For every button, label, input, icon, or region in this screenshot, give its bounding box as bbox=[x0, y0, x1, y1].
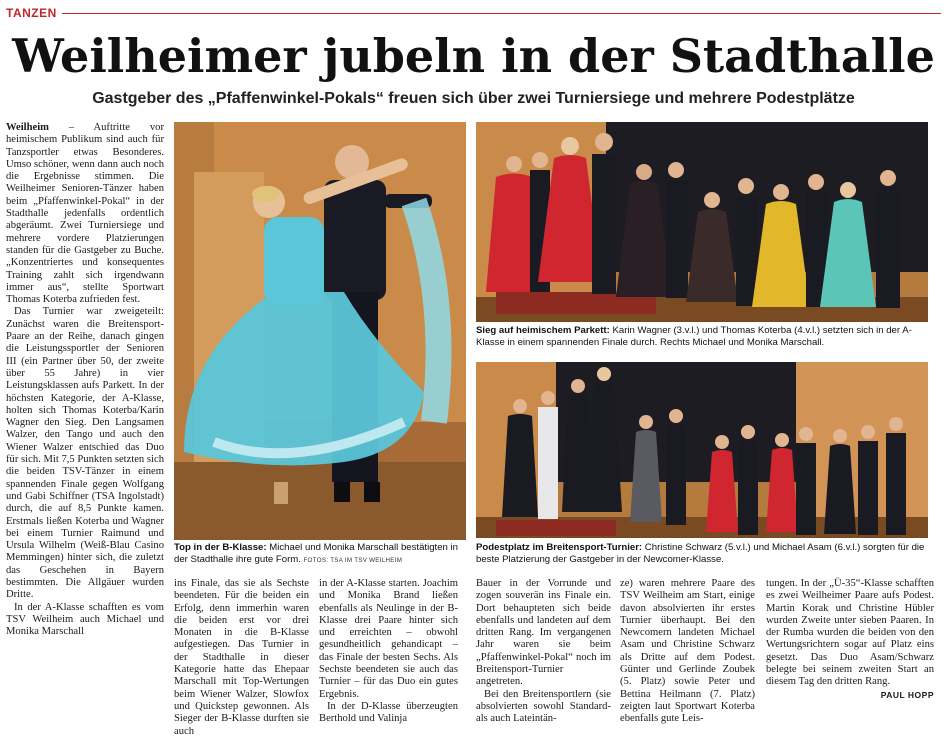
dateline: Weilheim bbox=[6, 122, 49, 133]
paragraph: In der D-Klasse überzeugten Berthold und Valinja bbox=[319, 700, 458, 725]
photo-a-class-finalists bbox=[476, 122, 928, 322]
paragraph: Bauer in der Vorrunde und zogen souverän ins Finale ein. Dort behaupteten sich beide ebenfalls und landeten auf dem dritten Rang. Im vergangenen Jahr waren sie beim „Pfaffenwinkel-Pokal“ noch im Breitensport-Turnier angetreten. bbox=[476, 578, 611, 688]
caption-title: Sieg auf heimischem Parkett: bbox=[476, 325, 610, 336]
caption-main-photo bbox=[174, 542, 468, 567]
paragraph: Das Turnier war zweigeteilt: Zunächst waren die Breitensport-Paare an der Reihe, danach gingen die Leistungssportler der Senioren III (ein Partner über 50, der zweite über 55 Jahre) in vier Leistungsklassen aufs Parkett. In der höchsten Kategorie, der A-Klasse, holten sich Thomas Koterba/Karin Wagner den Sieg. Den Langsamen Walzer, den Tango und auch den Wiener Walzer entschied das Duo für sich. Mit 7,5 Punkten setzten sich die beiden TSV-Tänzer in einem spannenden Finale gegen Wolfgang und Gabi Schiffner (TSA Ingolstadt) durch, die auf 8,5 Punkte kamen. Erstmals ließen Koterba und Wagner bei einem Turnier Raimund und Ursula Wilhelm (Weiß-Blau Casino Memmingen) hinter sich, die zuletzt das Geschehen in Bayern bestimmten. Die Allgäuer wurden Dritte. bbox=[6, 306, 164, 601]
paragraph: ze) waren mehrere Paare des TSV Weilheim am Start, einige davon absolvierten ihr erstes Turnier überhaupt. Bei den Newcomern landeten Michael Asam und Christine Schwarz als Dritte auf dem Podest. Günter und Gerlinde Zoubek (5. Platz) sowie Peter und Bettina Heilmann (7. Platz) zeigten laut Sportwart Koterba ebenfalls gute Leis- bbox=[620, 578, 755, 725]
photo-dancing-couple bbox=[174, 122, 466, 540]
author-byline: PAUL HOPP bbox=[880, 689, 934, 700]
paragraph: tungen. In der „Ü-35“-Klasse schafften es zwei Weilheimer Paare aufs Podest. Martin Korak und Christine Hübler wurden Zweite unter sieben Paaren. In der Rumba wurden die beiden von den Wertungsrichtern sogar auf Platz eins gesetzt. Das Duo Asam/Schwarz belegte bei seinem zweiten Start an diesem Tag den dritten Rang. bbox=[766, 578, 934, 688]
paragraph: in der A-Klasse starten. Joachim und Monika Brand ließen ebenfalls als Neulinge in der B-Klasse drei Paare hinter sich und erreichten – obwohl gesundheitlich gehandicapt – das Finale der besten Sechs. Als Sechste beendeten sie auch das Turnier – für das Duo ein gutes Ergebnis. bbox=[319, 578, 458, 700]
caption-title: Top in der B-Klasse: bbox=[174, 542, 267, 553]
caption-text: Michael und Monika Marschall bestätigten in der Stadthalle ihre gute Form. bbox=[174, 542, 459, 565]
caption-top-photo bbox=[476, 325, 931, 349]
subheadline: Gastgeber des „Pfaffenwinkel-Pokals“ freuen sich über zwei Turniersiege und mehrere Podestplätze bbox=[92, 90, 855, 107]
article-column-1 bbox=[6, 122, 164, 638]
paragraph: ins Finale, das sie als Sechste beendeten. Für die beiden ein Erfolg, denn immerhin waren die beiden erst vor drei Monaten in die B-Klasse aufgestiegen. Das Turnier in der Stadthalle in dieser Kategorie hatte das Ehepaar Marschall mit Top-Wertungen beim Wiener Walzer, Slowfox und Quickstep gewonnen. Als Sieger der B-Klasse durften sie auch bbox=[174, 578, 309, 737]
article-column-2 bbox=[174, 578, 309, 738]
section-label: TANZEN bbox=[6, 6, 57, 20]
section-rule bbox=[62, 13, 941, 14]
caption-bottom-photo bbox=[476, 542, 931, 566]
article-column-4 bbox=[476, 578, 611, 726]
photo-credit: FOTOS: TSA IM TSV WEILHEIM bbox=[303, 557, 403, 564]
caption-text: Christine Schwarz (5.v.l.) und Michael Asam (6.v.l.) sorgten für die beste Platzierung der Gastgeber in der Newcomer-Klasse. bbox=[476, 542, 925, 565]
paragraph: In der A-Klasse schafften es vom TSV Weilheim auch Michael und Monika Marschall bbox=[6, 601, 164, 638]
article-column-5 bbox=[620, 578, 755, 726]
article-column-6 bbox=[766, 578, 934, 701]
caption-title: Podestplatz im Breitensport-Turnier: bbox=[476, 542, 643, 553]
article-column-3 bbox=[319, 578, 458, 726]
photo-breitensport-podium bbox=[476, 362, 928, 538]
caption-text: Karin Wagner (3.v.l.) und Thomas Koterba (4.v.l.) setzten sich in der A-Klasse in einem spannenden Finale durch. Rechts Michael und Monika Marschall. bbox=[476, 325, 912, 348]
paragraph: – Auftritte vor heimischem Publikum sind auch für Tanzsportler etwas Besonderes. Umso schöner, wenn dann auch noch die Ergebnisse stimmen. Die Weilheimer Senioren-Tänzer haben beim „Pfaffenwinkel-Pokal“ in der Stadthalle jedenfalls ordentlich abgeräumt. Zwei Turniersiege und mehrere vordere Platzierungen standen für die Gastgeber zu Buche. „Konzentriertes und konsequentes Training zahlt sich irgendwann immer aus“, stellte Sportwart Thomas Koterba zufrieden fest. bbox=[6, 122, 164, 306]
headline: Weilheimer jubeln in der Stadthalle bbox=[12, 29, 935, 83]
paragraph: Bei den Breitensportlern (sie absolvierten sowohl Standard- als auch Lateintän- bbox=[476, 688, 611, 725]
